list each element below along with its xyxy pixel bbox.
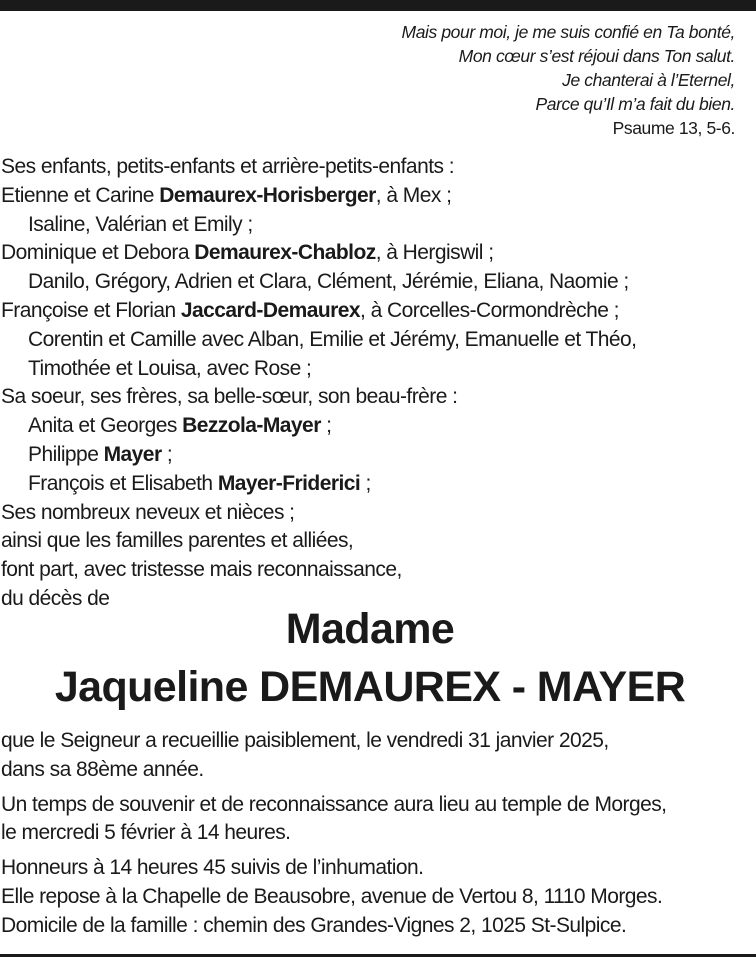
text-line: Elle repose à la Chapelle de Beausobre, avenue de Vertou 8, 1110 Morges. <box>1 884 663 908</box>
text: , à Corcelles-Cormondrèche ; <box>360 298 619 322</box>
text-line: dans sa 88ème année. <box>1 757 204 781</box>
family-name: Demaurex-Chabloz <box>194 241 376 265</box>
family-line-dominique <box>1 239 751 268</box>
text: ; <box>360 471 371 495</box>
deceased-title: Madame <box>285 605 455 653</box>
deceased-name-block <box>0 600 740 716</box>
nephews-line: Ses nombreux neveux et nièces ; <box>1 500 295 524</box>
verse-line: Je chanterai à l’Eternel, <box>562 70 735 90</box>
text-line: que le Seigneur a recueillie paisiblement, le vendredi 31 janvier 2025, <box>1 729 609 752</box>
closing-text <box>1 727 751 947</box>
text-line: le mercredi 5 février à 14 heures. <box>1 821 291 845</box>
family-name: Demaurex-Horisberger <box>159 183 376 207</box>
psalm-verse <box>402 20 735 140</box>
grandchildren-line: Timothée et Louisa, avec Rose ; <box>28 356 312 380</box>
text: Françoise et Florian <box>1 298 181 322</box>
verse-reference: Psaume 13, 5-6. <box>612 118 735 138</box>
family-line-francoise <box>1 297 751 326</box>
sibling-line-francois <box>1 470 751 499</box>
text-line: Un temps de souvenir et de reconnaissance aura lieu au temple de Morges, <box>1 792 667 816</box>
grandchildren-line: Danilo, Grégory, Adrien et Clara, Clément, Jérémie, Eliana, Naomie ; <box>28 270 629 294</box>
families-line: ainsi que les familles parentes et alliées, <box>1 529 354 553</box>
text: ; <box>161 442 173 466</box>
children-intro: Ses enfants, petits-enfants et arrière-petits-enfants : <box>1 155 454 178</box>
verse-line: Mon cœur s’est réjoui dans Ton salut. <box>458 46 735 66</box>
verse-line: Parce qu’Il m’a fait du bien. <box>535 94 735 114</box>
details-paragraph <box>1 854 751 940</box>
grandchildren-line: Corentin et Camille avec Alban, Emilie et Jérémy, Emanuelle et Théo, <box>28 327 637 351</box>
text: ; <box>320 414 332 438</box>
ceremony-paragraph <box>1 791 751 849</box>
family-name: Mayer-Friderici <box>217 471 361 495</box>
text-line: Domicile de la famille : chemin des Grandes-Vignes 2, 1025 St-Sulpice. <box>1 913 627 937</box>
text-line: Honneurs à 14 heures 45 suivis de l’inhumation. <box>1 856 424 880</box>
deceased-name: Jaqueline DEMAUREX - MAYER <box>54 663 686 711</box>
verse-line: Mais pour moi, je me suis confié en Ta bonté, <box>401 22 735 42</box>
text: Etienne et Carine <box>1 183 160 207</box>
family-line-etienne <box>1 182 751 211</box>
deces-line: du décès de <box>1 586 110 610</box>
grandchildren-line: Isaline, Valérian et Emily ; <box>28 212 253 236</box>
text: Dominique et Debora <box>1 241 195 265</box>
family-list <box>1 153 751 614</box>
text: , à Hergiswil ; <box>375 241 494 265</box>
text: François et Elisabeth <box>28 471 218 495</box>
siblings-intro: Sa soeur, ses frères, sa belle-sœur, son beau-frère : <box>1 385 458 409</box>
passing-paragraph <box>1 727 751 785</box>
sibling-line-anita <box>1 412 751 441</box>
top-border-rule <box>0 0 756 11</box>
family-name: Mayer <box>103 442 162 466</box>
family-name: Jaccard-Demaurex <box>180 298 361 322</box>
family-name: Bezzola-Mayer <box>182 414 321 438</box>
text: Philippe <box>28 442 104 466</box>
sibling-line-philippe <box>1 441 751 470</box>
text: , à Mex ; <box>375 183 452 207</box>
text: Anita et Georges <box>28 414 183 438</box>
announce-line: font part, avec tristesse mais reconnaissance, <box>1 558 402 582</box>
